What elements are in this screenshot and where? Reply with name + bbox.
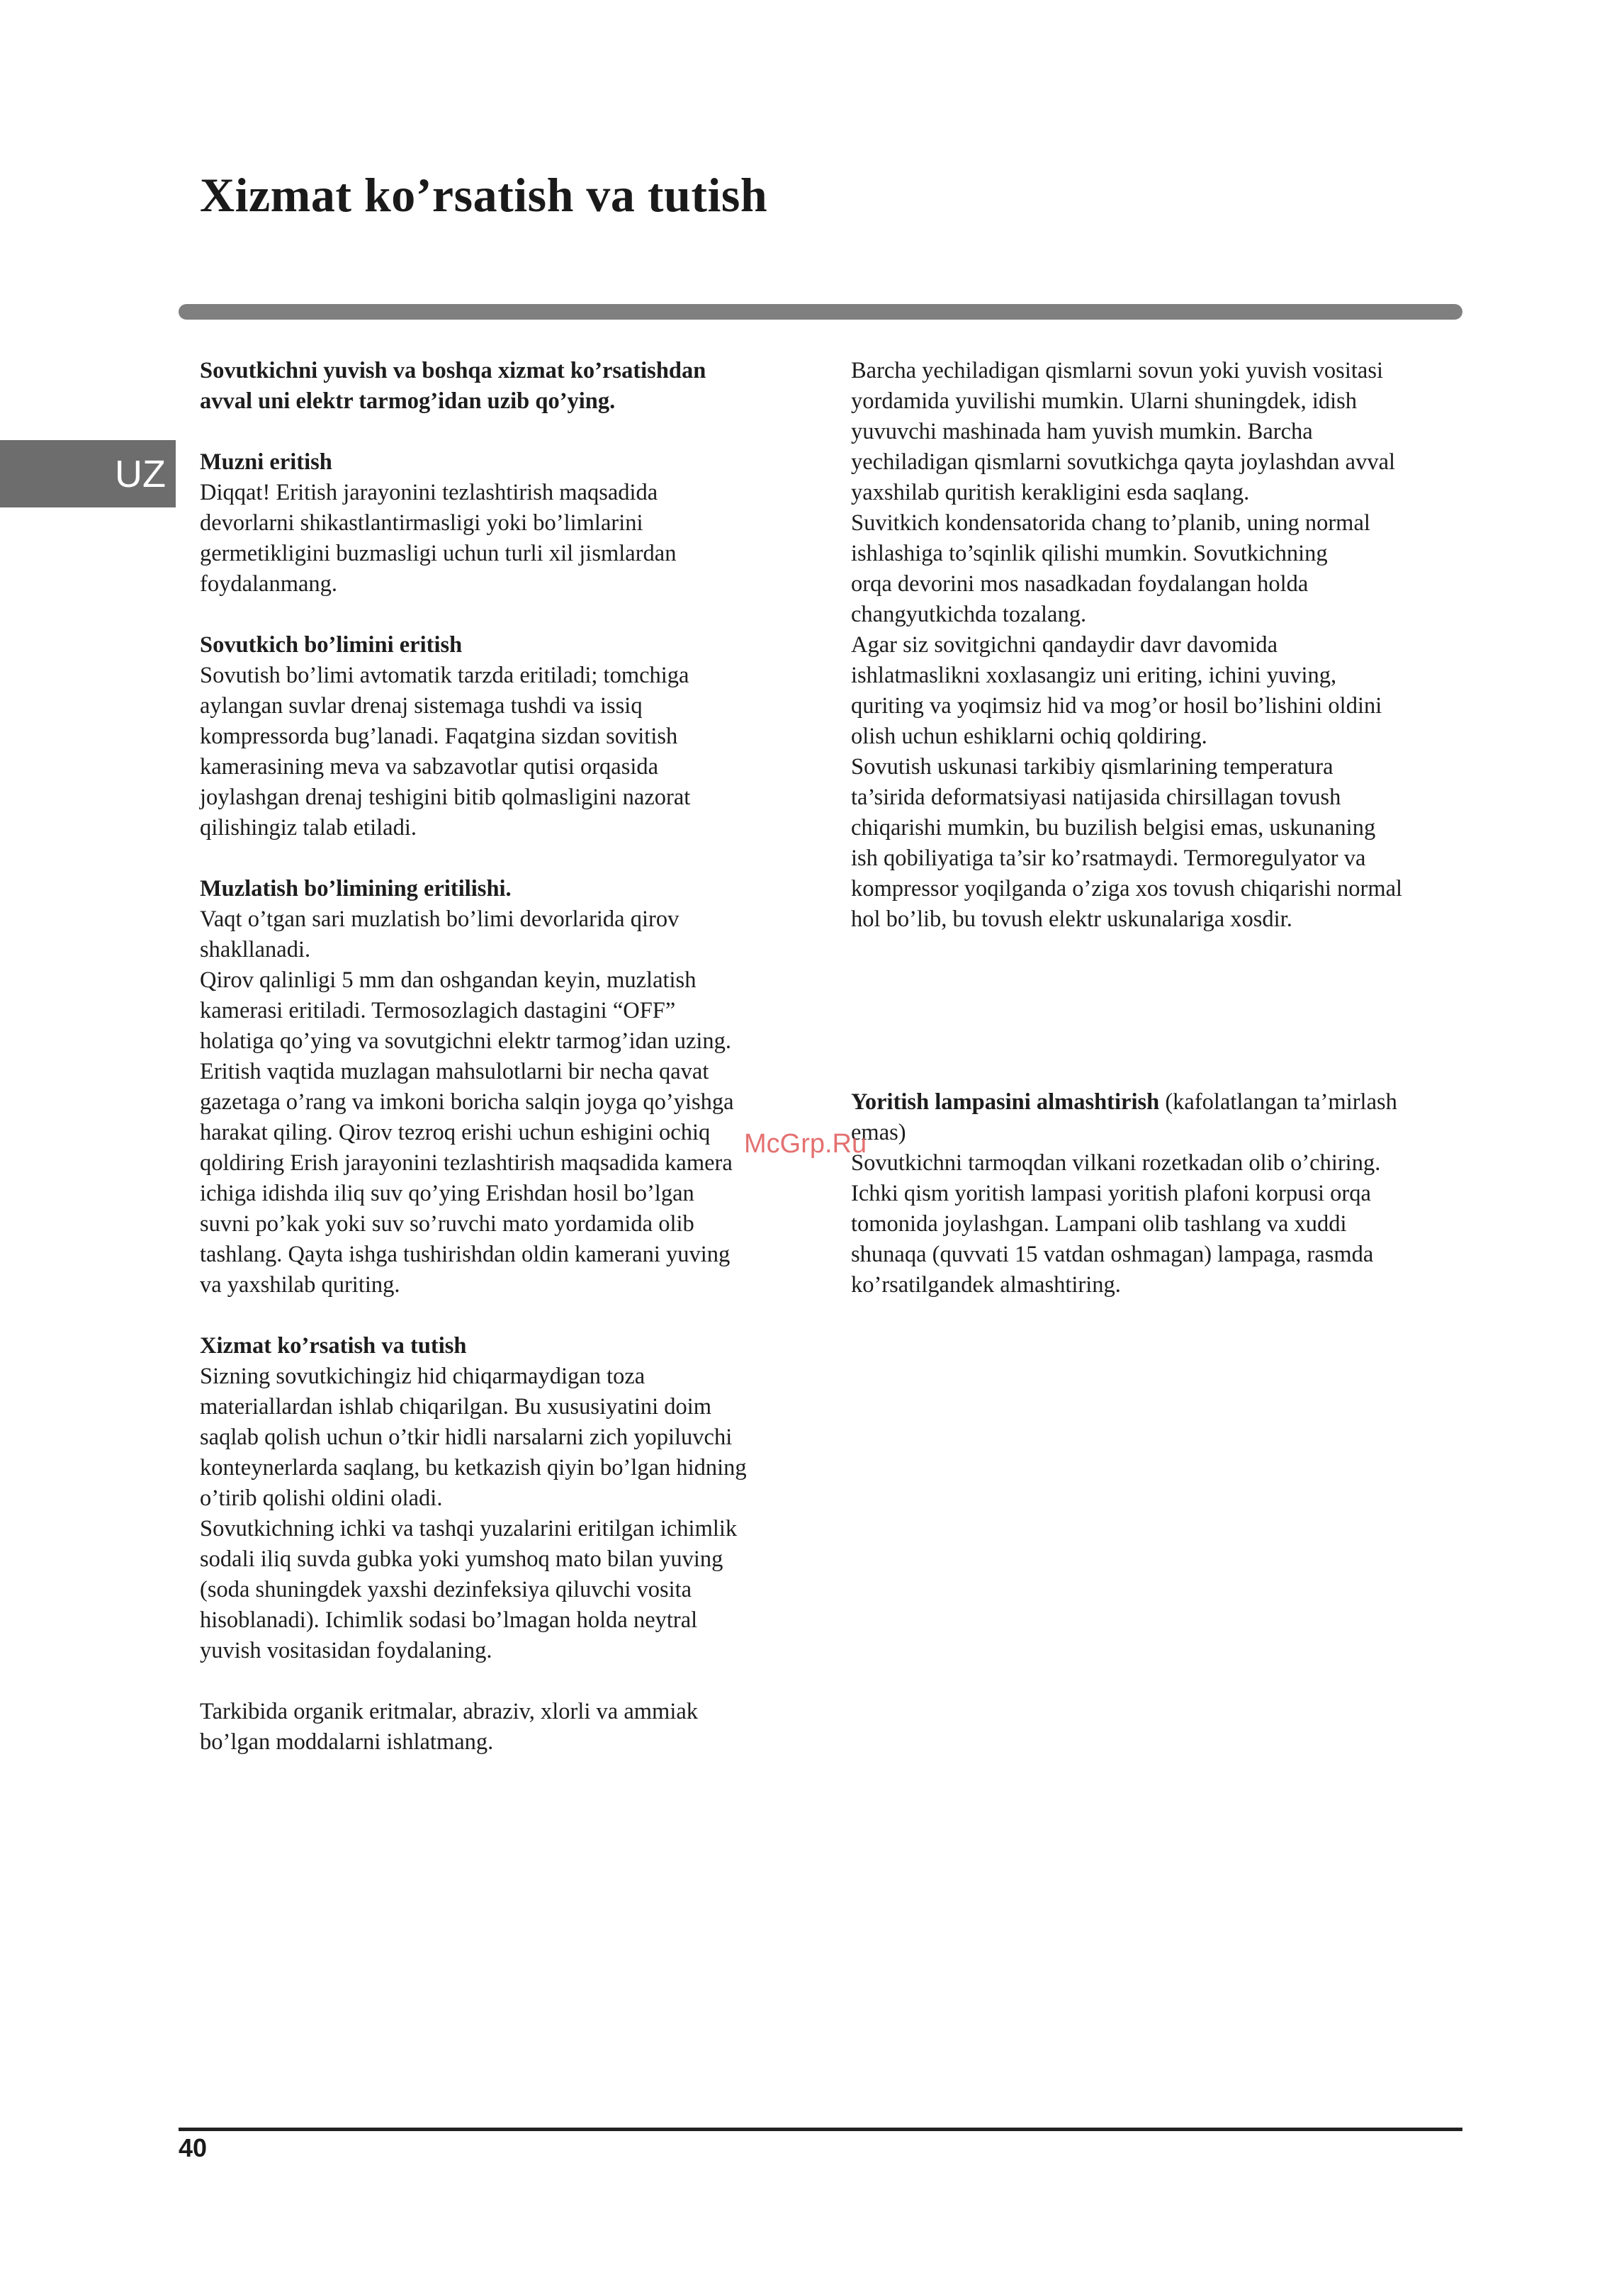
intro-section — [200, 356, 823, 417]
fridge-defrost-section — [200, 630, 823, 843]
right-column — [851, 356, 1474, 1331]
chemical-warning: Tarkibida organik eritmalar, abraziv, xlorli va ammiak bo’lgan moddalarni ishlatmang. — [200, 1699, 699, 1755]
footer-divider — [179, 2128, 1462, 2131]
maintenance-body: Sizning sovutkichingiz hid chiqarmaydigan toza materiallardan ishlab chiqarilgan. Bu xususiyatini doim saqlab qolish uchun o’tkir hidli narsalarni zich yopiluvchi konteynerlarda saqlang, bu ketkazish qiyin bo’lgan hidning o’tirib qolishi oldini oladi. Sovutkichning ichki va tashqi yuzalarini eritilgan ichimlik sodali iliq suvda gubka yoki yumshoq mato bilan yuving (soda shuningdek yaxshi dezinfeksiya qiluvchi vosita hisoblanadi). Ichimlik sodasi bo’lmagan holda neytral yuvish vositasidan foydalaning. — [200, 1364, 747, 1663]
left-column — [200, 356, 823, 1788]
defrost-body: Diqqat! Eritish jarayonini tezlashtirish maqsadida devorlarni shikastlantirmasligi yoki bo’limlarini germetikligini buzmasligi uchun turli xil jismlardan foydalanmang. — [200, 480, 677, 597]
parts-cleaning-section — [851, 356, 1474, 935]
watermark: McGrp.Ru — [744, 1129, 867, 1159]
lamp-heading: Yoritish lampasini almashtirish — [851, 1089, 1160, 1115]
freezer-defrost-heading: Muzlatish bo’limining eritilishi. — [200, 876, 512, 901]
language-tab: UZ — [0, 440, 176, 507]
fridge-defrost-body: Sovutish bo’limi avtomatik tarzda eritiladi; tomchiga aylangan suvlar drenaj sistemaga tushdi va issiq kompressorda bug’lanadi. Faqatgina sizdan sovitish kamerasining meva va sabzavotlar qutisi orqasida joylashgan drenaj teshigini bitib qolmasligini nazorat qilishingiz talab etiladi. — [200, 663, 691, 841]
lamp-heading-note: (kafolatlangan ta’mirlash emas) — [851, 1089, 1397, 1145]
defrost-section — [200, 447, 823, 600]
defrost-heading: Muzni eritish — [200, 449, 332, 475]
page-number: 40 — [179, 2133, 208, 2162]
lamp-section — [851, 1087, 1474, 1301]
intro-warning: Sovutkichni yuvish va boshqa xizmat ko’rsatishdan avval uni elektr tarmog’idan uzib qo’ying. — [200, 358, 706, 414]
chemical-warning-section — [200, 1697, 823, 1758]
lamp-body: Sovutkichni tarmoqdan vilkani rozetkadan olib o’chiring. Ichki qism yoritish lampasi yoritish plafoni korpusi orqa tomonida joylashgan. Lampani olib tashlang va xuddi shunaqa (quvvati 15 vatdan oshmagan) lampaga, rasmda ko’rsatilgandek almashtiring. — [851, 1150, 1381, 1298]
fridge-defrost-heading: Sovutkich bo’limini eritish — [200, 632, 463, 658]
lamp-heading-line — [851, 1087, 1474, 1148]
maintenance-section — [200, 1331, 823, 1666]
column-gap — [851, 965, 1474, 1087]
parts-cleaning-body: Barcha yechiladigan qismlarni sovun yoki yuvish vositasi yordamida yuvilishi mumkin. Ularni shuningdek, idish yuvuvchi mashinada ham yuvish mumkin. Barcha yechiladigan qismlarni sovutkichga qayta joylashdan avval yaxshilab quritish kerakligini esda saqlang. Suvitkich kondensatorida chang to’planib, uning normal ishlashiga to’sqinlik qilishi mumkin. Sovutkichning orqa devorini mos nasadkadan foydalangan holda changyutkichda tozalang. Agar siz sovitgichni qandaydir davr davomida ishlatmaslikni xoxlasangiz uni eriting, ichini yuving, quriting va yoqimsiz hid va mog’or hosil bo’lishini oldini olish uchun eshiklarni ochiq qoldiring. Sovutish uskunasi tarkibiy qismlarining temperatura ta’sirida deformatsiyasi natijasida chirsillagan tovush chiqarishi mumkin, bu buzilish belgisi emas, uskunaning ish qobiliyatiga ta’sir ko’rsatmaydi. Termoregulyator va kompressor yoqilganda o’ziga xos tovush chiqarishi normal hol bo’lib, bu tovush elektr uskunalariga xosdir. — [851, 358, 1403, 932]
header-divider — [179, 304, 1462, 320]
page-title: Xizmat ko’rsatish va tutish — [200, 168, 768, 222]
maintenance-heading: Xizmat ko’rsatish va tutish — [200, 1333, 467, 1359]
freezer-defrost-section — [200, 874, 823, 1301]
freezer-defrost-body: Vaqt o’tgan sari muzlatish bo’limi devorlarida qirov shakllanadi. Qirov qalinligi 5 mm dan oshgandan keyin, muzlatish kamerasi eritiladi. Termosozlagich dastagini “OFF” holatiga qo’ying va sovutgichni elektr tarmog’idan uzing. Eritish vaqtida muzlagan mahsulotlarni bir necha qavat gazetaga o’rang va imkoni boricha salqin joyga qo’yishga harakat qiling. Qirov tezroq erishi uchun eshigini ochiq qoldiring Erish jarayonini tezlashtirish maqsadida kamera ichiga idishda iliq suv qo’ying Erishdan hosil bo’lgan suvni po’kak yoki suv so’ruvchi mato yordamida olib tashlang. Qayta ishga tushirishdan oldin kamerani yuving va yaxshilab quriting. — [200, 906, 734, 1298]
